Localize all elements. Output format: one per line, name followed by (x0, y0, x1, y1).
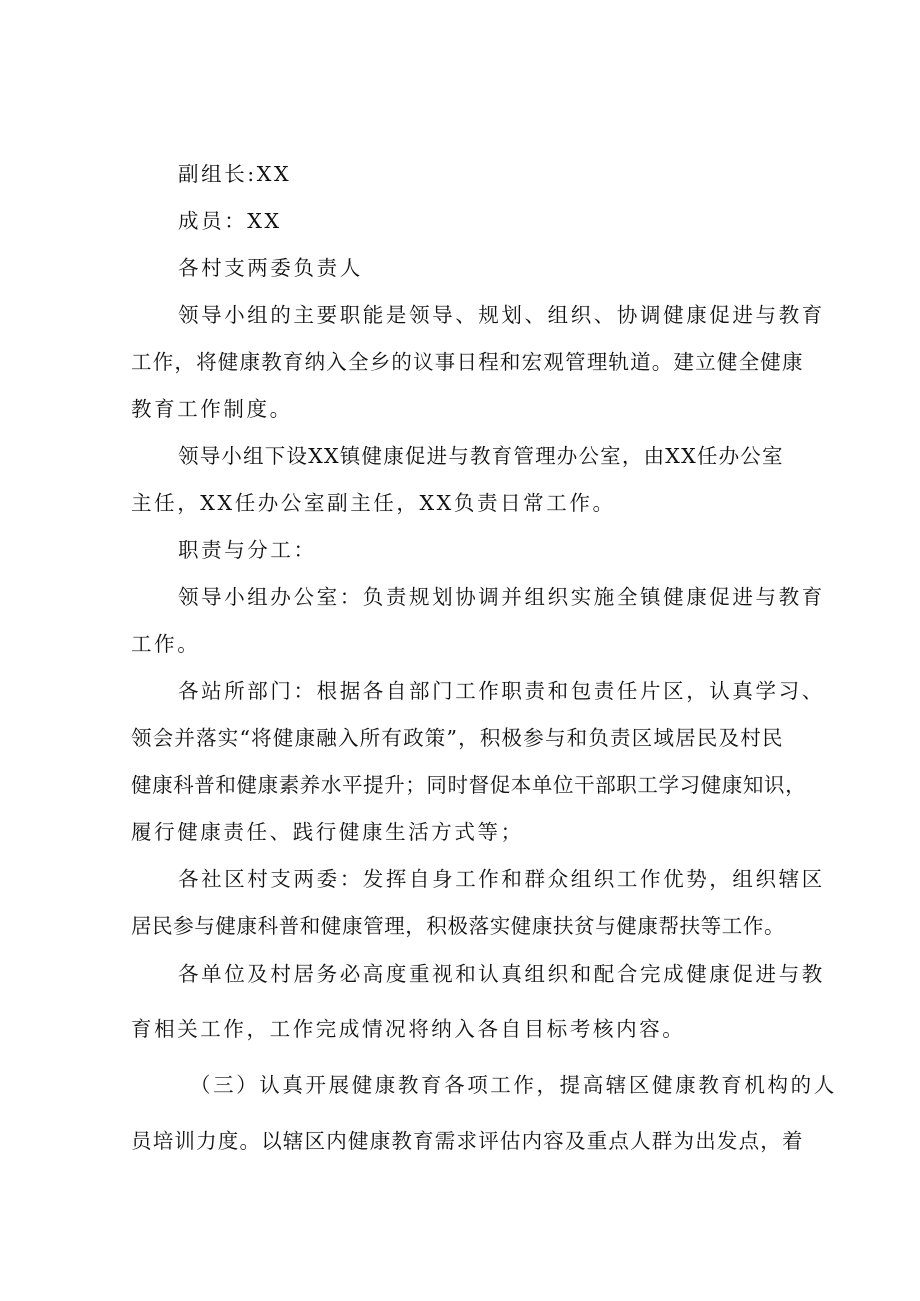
paragraph-line: 履行健康责任、践行健康生活方式等； (131, 820, 524, 844)
members-line: 成员：XX (178, 209, 282, 233)
paragraph-line: 教育工作制度。 (131, 397, 293, 421)
paragraph-line: 领导小组下设XX镇健康促进与教育管理办公室，由XX任办公室 (178, 444, 784, 468)
village-leaders-line: 各村支两委负责人 (178, 256, 363, 280)
paragraph-line: 主任，XX任办公室副主任，XX负责日常工作。 (131, 491, 616, 515)
paragraph-line: 领会并落实“将健康融入所有政策”，积极参与和负责区域居民及村民 (131, 726, 784, 750)
paragraph-line: 各站所部门：根据各自部门工作职责和包责任片区，认真学习、 (178, 679, 825, 703)
paragraph-line: 工作，将健康教育纳入全乡的议事日程和宏观管理轨道。建立健全健康 (131, 350, 804, 374)
paragraph-line: 各社区村支两委：发挥自身工作和群众组织工作优势，组织辖区 (178, 867, 825, 891)
paragraph-line: 育相关工作，工作完成情况将纳入各自目标考核内容。 (131, 1017, 686, 1041)
paragraph-line: 领导小组办公室：负责规划协调并组织实施全镇健康促进与教育 (178, 585, 825, 609)
paragraph-line: 领导小组的主要职能是领导、规划、组织、协调健康促进与教育 (178, 303, 825, 327)
paragraph-line: 居民参与健康科普和健康管理，积极落实健康扶贫与健康帮扶等工作。 (131, 914, 786, 938)
deputy-leader-line: 副组长:XX (178, 162, 292, 186)
paragraph-line: 员培训力度。以辖区内健康教育需求评估内容及重点人群为出发点，着 (131, 1129, 804, 1153)
paragraph-line: 健康科普和健康素养水平提升；同时督促本单位干部职工学习健康知识， (131, 773, 807, 797)
section-heading: 职责与分工： (178, 538, 317, 562)
paragraph-line: （三）认真开展健康教育各项工作，提高辖区健康教育机构的人 (190, 1073, 837, 1097)
paragraph-line: 工作。 (131, 632, 201, 656)
paragraph-line: 各单位及村居务必高度重视和认真组织和配合完成健康促进与教 (178, 962, 825, 986)
